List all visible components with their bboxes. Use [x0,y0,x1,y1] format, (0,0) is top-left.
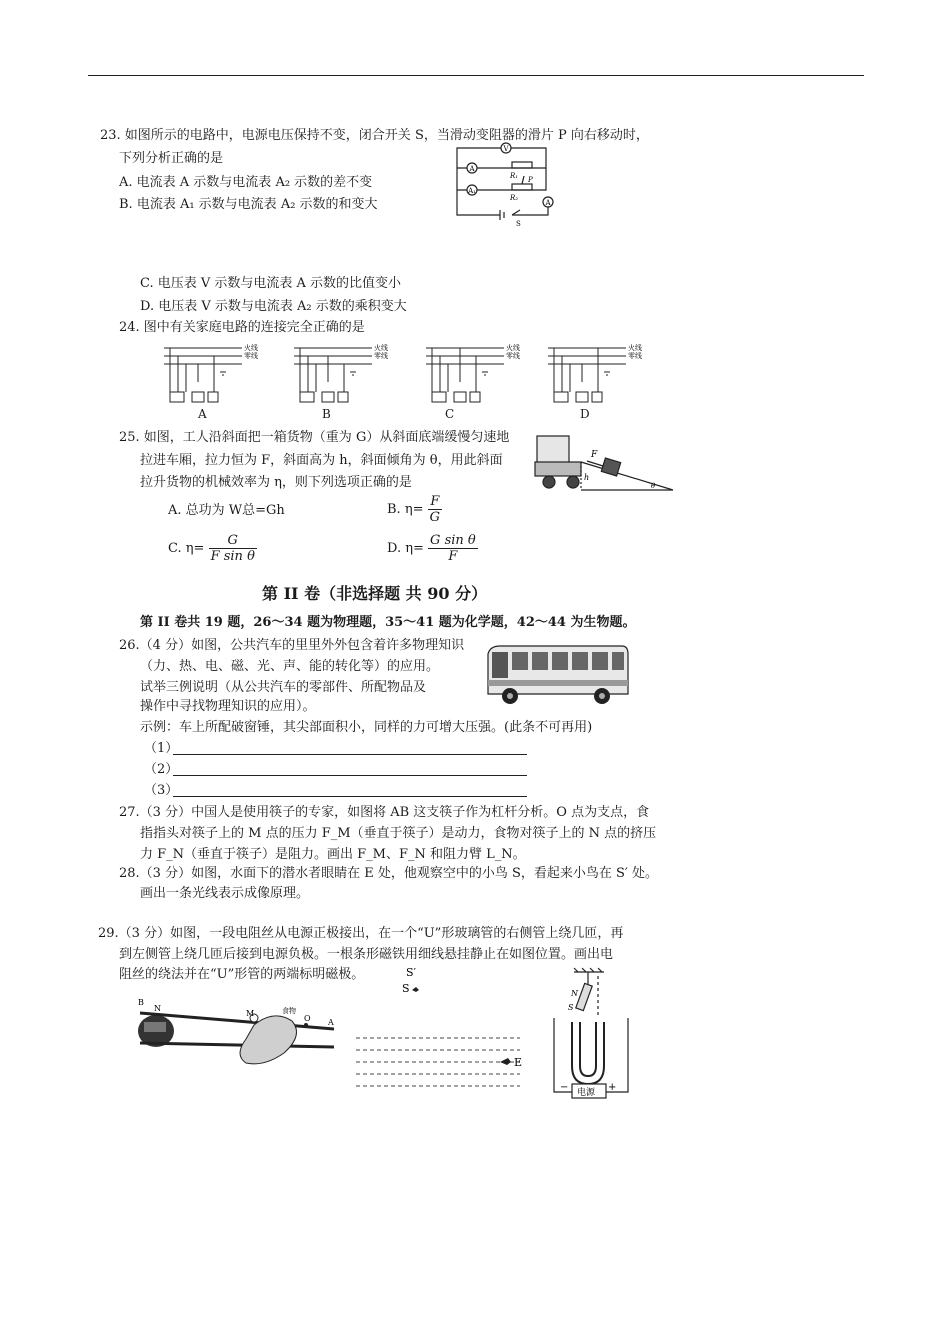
section2-title: 第 II 卷（非选择题 共 90 分） [262,584,488,603]
q24-circuit-c [424,342,524,407]
circuit-r2-label: R₂ [510,194,519,202]
circuit-a1-label: A₁ [468,187,476,195]
q24-label-c: C [445,407,455,421]
power-minus-label: − [560,1082,569,1093]
q25-option-a: A. 总功为 W总=Gh [168,503,285,518]
q23-stem-line2: 下列分析正确的是 [119,151,224,166]
water-s-label: S [402,982,410,995]
q26-bus-picture [482,640,632,706]
q28-line1: 28.（3 分）如图，水面下的潜水者眼睛在 E 处，他观察空中的小鸟 S，看起来小鸟在 S′ 处。 [119,866,658,881]
q24a-live-label: 火线 [244,344,258,352]
q25-option-c-num: G [209,533,257,549]
q26-line2: （力、热、电、磁、光、声、能的转化等）的应用。 [140,659,440,674]
q25-option-b-prefix: B. η= [387,502,424,517]
q23-circuit-diagram [452,140,562,230]
q23-option-b: B. 电流表 A₁ 示数与电流表 A₂ 示数的和变大 [119,197,378,212]
magnet-s-label: S [568,1003,574,1012]
q24c-neutral-label: 零线 [506,352,520,360]
q26-line1: 26.（4 分）如图，公共汽车的里里外外包含着许多物理知识 [119,638,465,653]
q29-line3: 阻丝的绕法并在“U”形管的两端标明磁极。 [119,967,365,982]
q24-circuit-b [292,342,392,407]
circuit-v-label: V [503,145,509,153]
fig25-theta-label: θ [651,482,656,490]
q26-blank1-label: （1） [144,741,179,756]
q26-line4: 操作中寻找物理知识的应用）。 [140,699,316,714]
q24-label-b: B [322,407,331,421]
q28-water-figure [350,962,540,1092]
q25-option-d-fraction [428,533,478,564]
fig25-h-label: h [584,473,590,482]
fig25-f-label: F [591,450,598,460]
water-sprime-label: S′ [406,966,417,979]
q26-blank3-label: （3） [144,783,179,798]
q24-circuit-d [546,342,646,407]
q25-option-b-den: G [429,510,441,525]
q25-option-d-num: G sin θ [430,533,476,548]
circuit-a2-label: A [545,199,551,207]
q23-option-a: A. 电流表 A 示数与电流表 A₂ 示数的差不变 [119,175,373,190]
q25-option-d-prefix: D. η= [387,541,424,556]
q27-line1: 27.（3 分）中国人是使用筷子的专家，如图将 AB 这支筷子作为杠杆分析。O 点为支点，食 [119,805,650,820]
q23-option-d: D. 电压表 V 示数与电流表 A₂ 示数的乘积变大 [140,299,407,314]
q24b-neutral-label: 零线 [374,352,388,360]
q26-answer-line-1[interactable] [173,754,527,755]
q25-option-b [387,494,442,525]
q25-stem-line2: 拉进车厢，拉力恒为 F，斜面高为 h，斜面倾角为 θ，用此斜面 [140,453,503,468]
q24a-neutral-label: 零线 [244,352,258,360]
q23-option-c: C. 电压表 V 示数与电流表 A 示数的比值变小 [140,276,402,291]
header-rule [88,75,864,76]
chop-a-label: A [328,1018,334,1027]
q24d-neutral-label: 零线 [628,352,642,360]
q25-option-c [168,533,257,564]
q27-line2: 指指头对筷子上的 M 点的压力 F_M（垂直于筷子）是动力，食物对筷子上的 N 点的挤压 [140,826,657,841]
circuit-s-label: S [516,220,521,228]
q24c-live-label: 火线 [506,344,520,352]
magnet-n-label: N [571,989,578,998]
q29-line1: 29.（3 分）如图，一段电阻丝从电源正极接出，在一个“U”形玻璃管的右侧管上绕几匝，再 [98,926,624,941]
q25-option-d-den: F [448,549,458,564]
chop-m-label: M [246,1009,255,1018]
q23-stem-line1: 23. 如图所示的电路中，电源电压保持不变，闭合开关 S，当滑动变阻器的滑片 P 向右移动时， [100,128,649,143]
q25-option-c-den: F sin θ [210,549,255,564]
section2-note: 第 II 卷共 19 题，26～34 题为物理题，35～41 题为化学题，42～44 为生物题。 [140,615,636,630]
q27-chopsticks-figure [134,995,349,1085]
power-label: 电源 [577,1088,596,1098]
q26-example: 示例：车上所配破窗锤，其尖部面积小，同样的力可增大压强。(此条不可再用) [140,720,593,735]
chop-b-label: B [138,998,144,1007]
q25-option-b-fraction [428,494,442,525]
q27-line3: 力 F_N（垂直于筷子）是阻力。画出 F_M、F_N 和阻力臂 L_N。 [140,847,526,862]
power-plus-label: + [608,1082,617,1093]
q29-line2: 到左侧管上绕几匝后接到电源负极。一根条形磁铁用细线悬挂静止在如图位置。画出电 [119,947,614,962]
chop-o-label: O [304,1014,311,1023]
circuit-a-label: A [469,165,475,173]
circuit-r1-label: R₁ [510,172,519,180]
q24-circuit-a [162,342,262,407]
q25-option-d [387,533,478,564]
q26-answer-line-2[interactable] [173,775,527,776]
q26-blank2-label: （2） [144,762,179,777]
q25-stem-line1: 25. 如图，工人沿斜面把一箱货物（重为 G）从斜面底端缓慢匀速地 [119,430,510,445]
q24-stem: 24. 图中有关家庭电路的连接完全正确的是 [119,320,365,335]
q26-line3: 试举三例说明（从公共汽车的零部件、所配物品及 [140,680,427,695]
q24-label-d: D [580,407,590,421]
q25-incline-figure [533,432,675,494]
q24b-live-label: 火线 [374,344,388,352]
q29-u-tube-figure [548,966,640,1098]
q25-option-c-prefix: C. η= [168,541,205,556]
q24-label-a: A [198,407,207,421]
q28-line2: 画出一条光线表示成像原理。 [140,886,310,901]
chop-food-label: 食物 [282,1007,296,1015]
circuit-p-label: P [528,176,533,184]
q24d-live-label: 火线 [628,344,642,352]
q25-option-c-fraction [209,533,257,564]
q25-stem-line3: 拉升货物的机械效率为 η，则下列选项正确的是 [140,475,412,490]
water-e-label: E [514,1056,523,1069]
chop-n-label: N [154,1004,161,1013]
q26-answer-line-3[interactable] [173,796,527,797]
q25-option-b-num: F [428,494,442,510]
